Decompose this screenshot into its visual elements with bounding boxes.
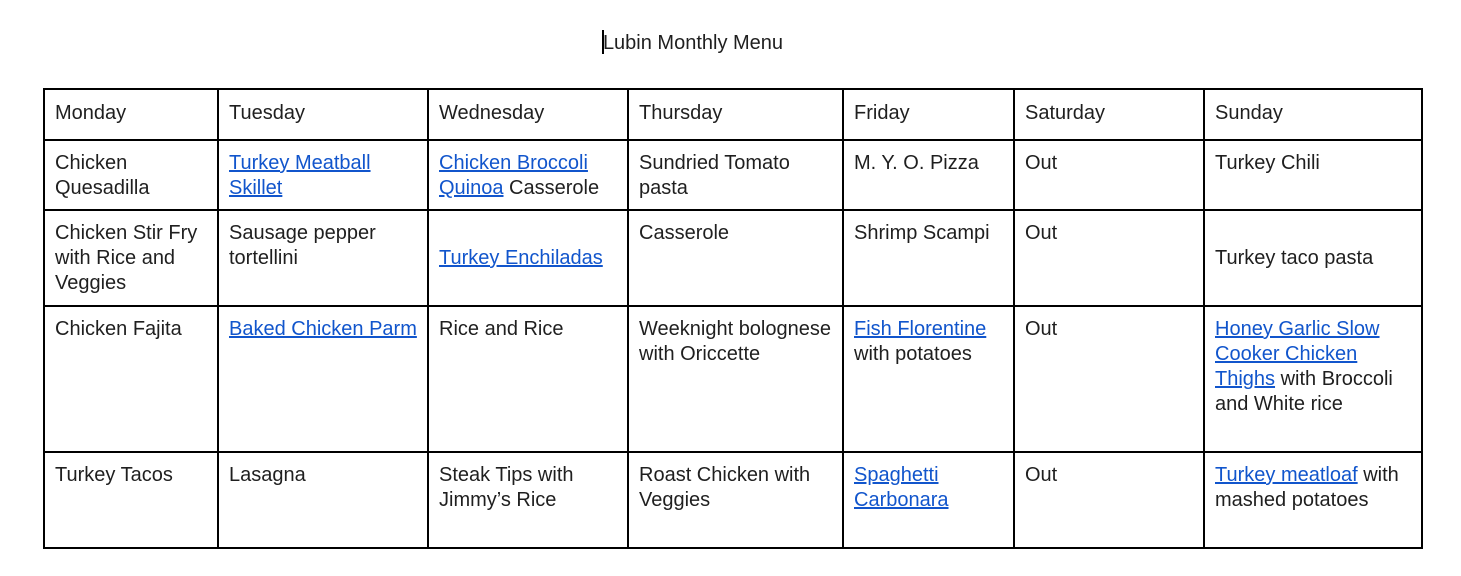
- recipe-link[interactable]: Chicken Broccoli Quinoa: [439, 152, 588, 199]
- empty-line: [1215, 221, 1411, 246]
- cell-friday[interactable]: [843, 306, 1014, 452]
- header-cell-friday[interactable]: Friday: [843, 89, 1014, 140]
- cell-tuesday[interactable]: [218, 140, 428, 210]
- cell-wednesday[interactable]: [428, 140, 628, 210]
- cell-saturday[interactable]: Out: [1014, 210, 1204, 306]
- cell-tuesday[interactable]: Sausage pepper tortellini: [218, 210, 428, 306]
- cell-text: with mashed potatoes: [1215, 464, 1399, 511]
- recipe-link[interactable]: Turkey Meatball Skillet: [229, 152, 371, 199]
- cell-text: Casserole: [503, 177, 600, 199]
- recipe-link[interactable]: Fish Florentine: [854, 318, 987, 340]
- recipe-link[interactable]: Turkey meatloaf: [1215, 464, 1358, 486]
- table-row: [44, 306, 1422, 452]
- cell-thursday[interactable]: Roast Chicken with Veggies: [628, 452, 843, 548]
- cell-text: Turkey taco pasta: [1215, 247, 1374, 269]
- header-cell-wednesday[interactable]: Wednesday: [428, 89, 628, 140]
- cell-saturday[interactable]: Out: [1014, 140, 1204, 210]
- cell-thursday[interactable]: Casserole: [628, 210, 843, 306]
- cell-monday[interactable]: Chicken Quesadilla: [44, 140, 218, 210]
- cell-saturday[interactable]: Out: [1014, 306, 1204, 452]
- table-row: [44, 210, 1422, 306]
- cell-sunday[interactable]: [1204, 452, 1422, 548]
- cell-saturday[interactable]: Out: [1014, 452, 1204, 548]
- table-row: [44, 140, 1422, 210]
- cell-friday[interactable]: M. Y. O. Pizza: [843, 140, 1014, 210]
- menu-table: [43, 88, 1423, 549]
- cell-monday[interactable]: Chicken Stir Fry with Rice and Veggies: [44, 210, 218, 306]
- cell-wednesday[interactable]: Steak Tips with Jimmy’s Rice: [428, 452, 628, 548]
- header-cell-tuesday[interactable]: Tuesday: [218, 89, 428, 140]
- cell-tuesday[interactable]: [218, 306, 428, 452]
- recipe-link[interactable]: Spaghetti Carbonara: [854, 464, 949, 511]
- cell-text: with Broccoli and White rice: [1215, 368, 1393, 415]
- cell-sunday[interactable]: [1204, 210, 1422, 306]
- cell-wednesday[interactable]: [428, 210, 628, 306]
- table-header-row: [44, 89, 1422, 140]
- empty-line: [439, 221, 617, 246]
- cell-friday[interactable]: [843, 452, 1014, 548]
- cell-monday[interactable]: Chicken Fajita: [44, 306, 218, 452]
- document-title[interactable]: [0, 30, 1385, 56]
- recipe-link[interactable]: Baked Chicken Parm: [229, 318, 417, 340]
- cell-sunday[interactable]: [1204, 306, 1422, 452]
- recipe-link[interactable]: Turkey Enchiladas: [439, 247, 603, 269]
- header-cell-sunday[interactable]: Sunday: [1204, 89, 1422, 140]
- cell-friday[interactable]: Shrimp Scampi: [843, 210, 1014, 306]
- cell-tuesday[interactable]: Lasagna: [218, 452, 428, 548]
- document-title-text: Lubin Monthly Menu: [602, 32, 784, 54]
- table-row: [44, 452, 1422, 548]
- header-cell-saturday[interactable]: Saturday: [1014, 89, 1204, 140]
- cell-wednesday[interactable]: Rice and Rice: [428, 306, 628, 452]
- cell-thursday[interactable]: Weeknight bolognese with Oriccette: [628, 306, 843, 452]
- cell-sunday[interactable]: Turkey Chili: [1204, 140, 1422, 210]
- recipe-link[interactable]: Honey Garlic Slow Cooker Chicken Thighs: [1215, 318, 1380, 390]
- cell-monday[interactable]: Turkey Tacos: [44, 452, 218, 548]
- cell-thursday[interactable]: Sundried Tomato pasta: [628, 140, 843, 210]
- cell-text: with potatoes: [854, 343, 972, 365]
- header-cell-monday[interactable]: Monday: [44, 89, 218, 140]
- header-cell-thursday[interactable]: Thursday: [628, 89, 843, 140]
